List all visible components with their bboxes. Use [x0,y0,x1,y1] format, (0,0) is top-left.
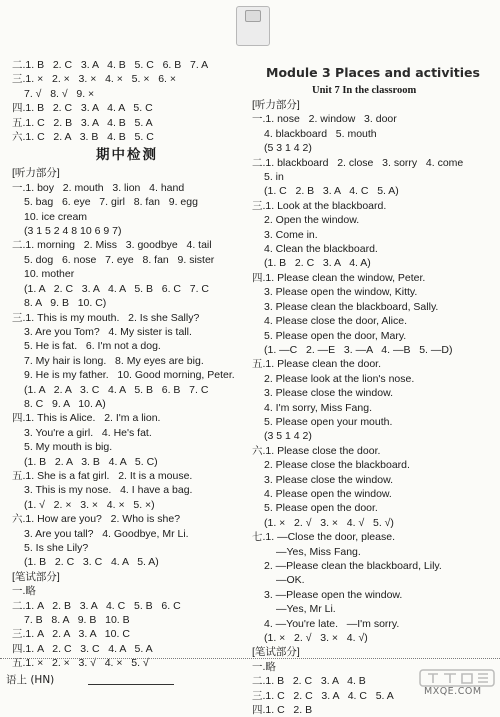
answer-line: (5 3 1 4 2) [264,142,312,155]
answer-line: 5. Is she Lily? [24,542,89,554]
answer-line: (1. B 2. C 3. A 4. A) [264,257,371,270]
answer-line: (1. B 2. A 3. B 4. A 5. C) [24,455,158,468]
answer-line: 2. —Please clean the blackboard, Lily. [264,560,442,572]
logo-emblem-icon [245,10,261,22]
answer-line: 8. C 9. A 10. A) [24,397,106,410]
answer-line: 一.略 [12,585,36,598]
answer-line: 5. dog 6. nose 7. eye 8. fan 9. sister [24,253,215,266]
left-answer-column [12,58,242,671]
section-label-listening: [听力部分] [12,167,60,180]
answer-line: —Yes, Mr Li. [276,603,336,616]
answer-line: (1. A 2. A 3. C 4. A 5. B 6. B 7. C [24,383,209,396]
answer-line: 4. Clean the blackboard. [264,243,378,256]
answer-line: 二.1. A 2. B 3. A 4. C 5. B 6. C [12,599,181,612]
answer-line: 9. He is my father. 10. Good morning, Peter. [24,369,235,382]
answer-line: 二.1. B 2. C 3. A 4. B 5. C 6. B 7. A [12,59,209,71]
answer-line: 3. Please close the window. [264,473,393,486]
answer-line: 7. My hair is long. 8. My eyes are big. [24,354,204,367]
answer-line: 3. This is my nose. 4. I have a bag. [24,484,193,497]
answer-line: 5. He is fat. 6. I'm not a dog. [24,340,161,353]
answer-line: 三.1. A 2. A 3. A 10. C [12,628,130,641]
answer-line: 四.1. This is Alice. 2. I'm a lion. [12,412,161,425]
answer-line: (3 1 5 2 4 8 10 6 9 7) [24,225,122,238]
answer-line: 3. Please open the window, Kitty. [264,286,418,299]
answer-line: 二.1. blackboard 2. close 3. sorry 4. come [252,156,464,169]
answer-line: 3. Are you Tom? 4. My sister is tall. [24,325,192,338]
answer-line: 二.1. morning 2. Miss 3. goodbye 4. tail [12,239,212,252]
answer-line: 4. Please close the door, Alice. [264,315,408,328]
answer-line: (1. —C 2. —E 3. —A 4. —B 5. —D) [264,343,453,356]
answer-line: 10. mother [24,268,75,281]
answer-line: 四.1. C 2. B [252,704,313,717]
answer-line: 三.1. This is my mouth. 2. Is she Sally? [12,311,200,324]
answer-line: (1. A 2. C 3. A 4. A 5. B 6. C 7. C [24,282,210,295]
answer-line: 四.1. B 2. C 3. A 4. A 5. C [12,102,153,115]
answer-line: 3. Please close the window. [264,387,393,400]
unit-title: Unit 7 In the classroom [312,85,417,96]
answer-line: 2. Please close the blackboard. [264,459,410,472]
answer-line: 四.1. A 2. C 3. C 4. A 5. A [12,642,153,655]
answer-line: 5. Please open your mouth. [264,415,393,428]
answer-line: 5. Please open the door. [264,502,378,515]
page-footer-label: 语上 (HN) [6,674,55,686]
right-answer-column [252,64,492,717]
watermark-text: MXQE.COM [424,686,482,697]
answer-line: 三.1. Look at the blackboard. [252,199,387,212]
answer-line: 四.1. Please clean the window, Peter. [252,271,426,284]
answer-line: 三.1. C 2. C 3. A 4. C 5. A [252,689,394,702]
header-logo [236,6,270,46]
answer-line: (1. B 2. C 3. C 4. A 5. A) [24,556,159,569]
answer-line: 六.1. C 2. A 3. B 4. B 5. C [12,131,154,144]
answer-line: 8. A 9. B 10. C) [24,297,107,310]
answer-line: 一.略 [252,660,276,673]
answer-line: 七.1. —Close the door, please. [252,531,395,544]
answer-line: 4. I'm sorry, Miss Fang. [264,401,372,414]
answer-line: 3. Please clean the blackboard, Sally. [264,300,439,313]
answer-line: 5. Please open the door, Mary. [264,329,407,342]
answer-line: 7. √ 8. √ 9. × [24,87,95,100]
answer-line: 六.1. How are you? 2. Who is she? [12,513,181,526]
answer-line: 一.1. nose 2. window 3. door [252,113,397,126]
footer-divider [0,658,500,659]
section-label-written: [笔试部分] [12,570,60,583]
answer-line: 4. Please open the window. [264,487,392,500]
answer-line: (1. C 2. B 3. A 4. C 5. A) [264,185,399,198]
answer-line: —OK. [276,574,305,587]
answer-line: —Yes, Miss Fang. [276,545,361,558]
answer-line: 六.1. Please close the door. [252,444,381,457]
answer-line: 2. Please look at the lion's nose. [264,372,415,385]
section-label-listening: [听力部分] [252,99,300,111]
answer-line: 7. B 8. A 9. B 10. B [24,614,130,627]
answer-line: 一.1. boy 2. mouth 3. lion 4. hand [12,181,185,194]
answer-line: 5. in [264,171,284,184]
answer-line: 10. ice cream [24,210,88,223]
footer-underline [88,684,174,685]
answer-line: 2. Open the window. [264,214,360,227]
answer-line: 5. bag 6. eye 7. girl 8. fan 9. egg [24,196,198,209]
answer-line: 五.1. × 2. × 3. √ 4. × 5. √ [12,657,149,670]
section-label-written: [笔试部分] [252,646,300,659]
answer-line: 4. blackboard 5. mouth [264,127,377,140]
answer-line: 4. —You're late. —I'm sorry. [264,617,400,630]
answer-line: 二.1. B 2. C 3. A 4. B [252,675,366,688]
module-title: Module 3 Places and activities [266,65,480,80]
answer-line: (1. × 2. √ 3. × 4. √) [264,632,368,645]
answer-line: 5. My mouth is big. [24,441,113,454]
answer-line: (3 5 1 4 2) [264,430,312,443]
answer-line: 3. You're a girl. 4. He's fat. [24,426,152,439]
answer-line: (1. × 2. √ 3. × 4. √ 5. √) [264,516,394,529]
answer-line: 五.1. She is a fat girl. 2. It is a mouse. [12,469,193,482]
answer-line: (1. √ 2. × 3. × 4. × 5. ×) [24,498,155,511]
answer-line: 五.1. C 2. B 3. A 4. B 5. A [12,116,153,129]
answer-line: 三.1. × 2. × 3. × 4. × 5. × 6. × [12,73,177,86]
answer-line: 五.1. Please clean the door. [252,358,381,371]
answer-line: 3. —Please open the window. [264,588,403,601]
section-title-midterm: 期中检测 [96,147,158,164]
answer-line: 3. Are you tall? 4. Goodbye, Mr Li. [24,527,189,540]
answer-line: 3. Come in. [264,228,318,241]
